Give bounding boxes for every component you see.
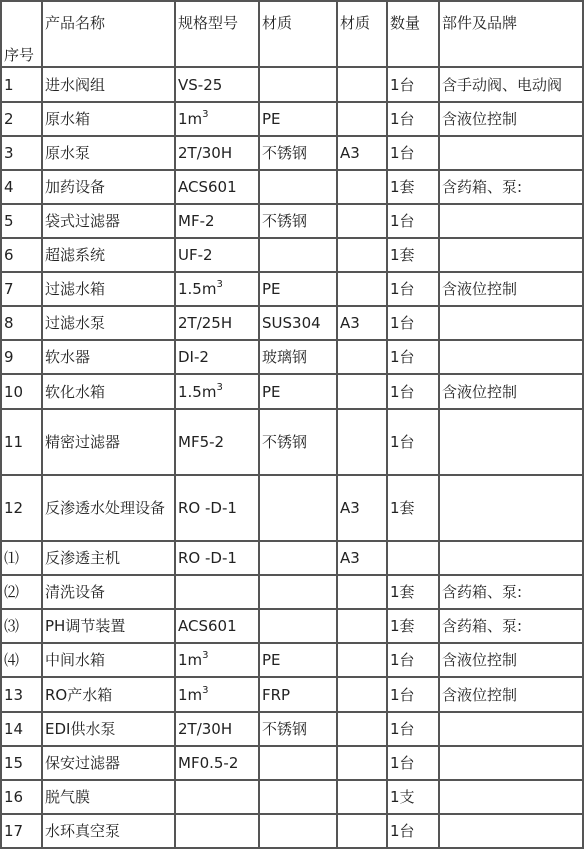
cell-quantity: 1套 [387, 475, 439, 541]
cell-no: 6 [1, 238, 42, 272]
cell-quantity: 1台 [387, 814, 439, 848]
unit-exponent: 3 [202, 109, 209, 120]
cell-no: 15 [1, 746, 42, 780]
cell-no: 8 [1, 306, 42, 340]
cell-no: ⑴ [1, 541, 42, 575]
cell-material-2 [337, 575, 387, 609]
cell-parts-brand [439, 814, 583, 848]
unit-exponent: 3 [216, 381, 223, 393]
cell-material-2 [337, 814, 387, 848]
cell-no: 3 [1, 136, 42, 170]
header-cell-parts-brand: 部件及品牌 [439, 1, 583, 67]
table-row [1, 374, 583, 409]
cell-quantity [387, 541, 439, 575]
cell-spec [175, 814, 259, 848]
cell-spec [175, 609, 259, 643]
cell-name: 过滤水箱 [42, 272, 175, 306]
cell-material-2 [337, 170, 387, 204]
cell-quantity: 1套 [387, 170, 439, 204]
cell-material: SUS304 [259, 306, 337, 340]
cell-quantity: 1台 [387, 409, 439, 475]
cell-name: 袋式过滤器 [42, 204, 175, 238]
table-row [1, 712, 583, 746]
cell-material-2 [337, 643, 387, 677]
cell-parts-brand: 含液位控制 [439, 102, 583, 136]
cell-no: 7 [1, 272, 42, 306]
cell-parts-brand: 含药箱、泵: [439, 170, 583, 204]
cell-no: 4 [1, 170, 42, 204]
cell-parts-brand: 含药箱、泵: [439, 575, 583, 609]
cell-quantity: 1台 [387, 136, 439, 170]
cell-name: 保安过滤器 [42, 746, 175, 780]
cell-spec [175, 170, 259, 204]
cell-material [259, 67, 337, 102]
cell-name: PH调节装置 [42, 609, 175, 643]
cell-material-2 [337, 204, 387, 238]
table-row [1, 475, 583, 541]
cell-material-2 [337, 238, 387, 272]
cell-material-2 [337, 677, 387, 712]
cell-material-2 [337, 409, 387, 475]
cell-no: 14 [1, 712, 42, 746]
cell-spec [175, 643, 259, 677]
cell-no: 17 [1, 814, 42, 848]
cell-name: 进水阀组 [42, 67, 175, 102]
header-cell-material-2: 材质 [337, 1, 387, 67]
unit-exponent: 3 [202, 684, 209, 696]
cell-no: ⑷ [1, 643, 42, 677]
cell-quantity: 1台 [387, 374, 439, 409]
header-cell-spec: 规格型号 [175, 1, 259, 67]
table-row [1, 67, 583, 102]
cell-spec [175, 136, 259, 170]
cell-quantity: 1套 [387, 575, 439, 609]
spec-value: UF-2 [178, 246, 213, 264]
cell-name: 反渗透水处理设备 [42, 475, 175, 541]
cell-quantity: 1台 [387, 204, 439, 238]
cell-quantity: 1台 [387, 677, 439, 712]
header-cell-no: 序号 [1, 1, 42, 67]
cell-material: 不锈钢 [259, 136, 337, 170]
spec-value: 1m [178, 651, 203, 669]
table-row [1, 340, 583, 374]
cell-name: 精密过滤器 [42, 409, 175, 475]
cell-spec [175, 409, 259, 475]
cell-quantity: 1台 [387, 102, 439, 136]
cell-quantity: 1台 [387, 67, 439, 102]
header-row [1, 1, 583, 67]
spec-value: 2T/30H [178, 720, 233, 738]
cell-parts-brand [439, 780, 583, 814]
cell-quantity: 1套 [387, 238, 439, 272]
spec-value: 1.5m [178, 382, 217, 401]
cell-material [259, 575, 337, 609]
spec-value: ACS601 [178, 617, 237, 635]
cell-no: ⑵ [1, 575, 42, 609]
cell-spec [175, 712, 259, 746]
cell-name: 中间水箱 [42, 643, 175, 677]
cell-material [259, 814, 337, 848]
cell-spec [175, 67, 259, 102]
cell-quantity: 1台 [387, 272, 439, 306]
cell-parts-brand [439, 306, 583, 340]
cell-name: 加药设备 [42, 170, 175, 204]
cell-spec [175, 677, 259, 712]
cell-parts-brand [439, 204, 583, 238]
cell-parts-brand: 含药箱、泵: [439, 609, 583, 643]
cell-material-2 [337, 102, 387, 136]
cell-quantity: 1台 [387, 306, 439, 340]
cell-spec [175, 238, 259, 272]
cell-quantity: 1台 [387, 712, 439, 746]
cell-material-2 [337, 609, 387, 643]
cell-spec [175, 272, 259, 306]
cell-material [259, 746, 337, 780]
header-cell-material: 材质 [259, 1, 337, 67]
cell-no: 5 [1, 204, 42, 238]
cell-no: 13 [1, 677, 42, 712]
cell-spec [175, 475, 259, 541]
table-row [1, 643, 583, 677]
cell-spec [175, 102, 259, 136]
cell-material: 不锈钢 [259, 204, 337, 238]
cell-no: ⑶ [1, 609, 42, 643]
cell-material: PE [259, 643, 337, 677]
table-row [1, 677, 583, 712]
table-row [1, 170, 583, 204]
cell-name: 软化水箱 [42, 374, 175, 409]
header-cell-quantity: 数量 [387, 1, 439, 67]
cell-parts-brand [439, 746, 583, 780]
cell-material [259, 780, 337, 814]
cell-name: 脱气膜 [42, 780, 175, 814]
cell-parts-brand [439, 541, 583, 575]
table-row [1, 575, 583, 609]
cell-spec [175, 780, 259, 814]
cell-material: PE [259, 272, 337, 306]
cell-material: FRP [259, 677, 337, 712]
cell-material-2 [337, 374, 387, 409]
cell-parts-brand [439, 340, 583, 374]
spec-value: 1.5m [178, 280, 217, 298]
cell-material-2 [337, 712, 387, 746]
table-row [1, 746, 583, 780]
spec-value: MF0.5-2 [178, 754, 239, 772]
cell-material: PE [259, 102, 337, 136]
cell-material [259, 238, 337, 272]
cell-material: 玻璃钢 [259, 340, 337, 374]
cell-no: 11 [1, 409, 42, 475]
table-row [1, 609, 583, 643]
cell-name: 水环真空泵 [42, 814, 175, 848]
header-cell-name: 产品名称 [42, 1, 175, 67]
table-row [1, 204, 583, 238]
cell-parts-brand: 含液位控制 [439, 272, 583, 306]
table-body [1, 1, 583, 848]
cell-spec [175, 204, 259, 238]
cell-parts-brand [439, 238, 583, 272]
spec-value: DI-2 [178, 348, 209, 366]
spec-value: 1m [178, 110, 203, 128]
table-row [1, 780, 583, 814]
cell-material-2: A3 [337, 306, 387, 340]
cell-material [259, 609, 337, 643]
cell-parts-brand: 含液位控制 [439, 374, 583, 409]
cell-quantity: 1台 [387, 340, 439, 374]
cell-spec [175, 374, 259, 409]
cell-material-2: A3 [337, 541, 387, 575]
cell-material-2: A3 [337, 136, 387, 170]
cell-name: 反渗透主机 [42, 541, 175, 575]
cell-no: 9 [1, 340, 42, 374]
table-row [1, 814, 583, 848]
cell-quantity: 1台 [387, 746, 439, 780]
spec-value: VS-25 [178, 75, 223, 94]
cell-name: 清洗设备 [42, 575, 175, 609]
cell-name: 原水箱 [42, 102, 175, 136]
cell-material-2: A3 [337, 475, 387, 541]
table-row [1, 238, 583, 272]
cell-parts-brand [439, 475, 583, 541]
unit-exponent: 3 [216, 279, 223, 290]
table-row [1, 306, 583, 340]
cell-no: 1 [1, 67, 42, 102]
spec-value: RO -D-1 [178, 549, 237, 567]
cell-material: PE [259, 374, 337, 409]
table-row [1, 272, 583, 306]
cell-spec [175, 541, 259, 575]
cell-quantity: 1支 [387, 780, 439, 814]
cell-quantity: 1套 [387, 609, 439, 643]
spec-value: 2T/30H [178, 144, 233, 162]
cell-material [259, 541, 337, 575]
spec-value: 2T/25H [178, 314, 233, 332]
cell-material: 不锈钢 [259, 409, 337, 475]
cell-spec [175, 575, 259, 609]
table-row [1, 541, 583, 575]
cell-name: 超滤系统 [42, 238, 175, 272]
cell-material [259, 475, 337, 541]
cell-no: 16 [1, 780, 42, 814]
cell-parts-brand: 含液位控制 [439, 643, 583, 677]
cell-name: 原水泵 [42, 136, 175, 170]
table-row [1, 409, 583, 475]
cell-name: 过滤水泵 [42, 306, 175, 340]
cell-material-2 [337, 746, 387, 780]
spec-value: ACS601 [178, 178, 237, 196]
cell-spec [175, 746, 259, 780]
cell-name: 软水器 [42, 340, 175, 374]
cell-name: EDI供水泵 [42, 712, 175, 746]
spec-value: MF5-2 [178, 433, 225, 451]
table-row [1, 136, 583, 170]
cell-material-2 [337, 340, 387, 374]
cell-spec [175, 340, 259, 374]
cell-quantity: 1台 [387, 643, 439, 677]
cell-material: 不锈钢 [259, 712, 337, 746]
spec-value: 1m [178, 685, 203, 704]
cell-material-2 [337, 272, 387, 306]
cell-no: 10 [1, 374, 42, 409]
cell-material-2 [337, 780, 387, 814]
cell-material [259, 170, 337, 204]
table-row [1, 102, 583, 136]
cell-spec [175, 306, 259, 340]
spec-value: RO -D-1 [178, 499, 237, 517]
cell-no: 2 [1, 102, 42, 136]
cell-parts-brand [439, 712, 583, 746]
cell-parts-brand: 含液位控制 [439, 677, 583, 712]
cell-material-2 [337, 67, 387, 102]
cell-parts-brand [439, 136, 583, 170]
unit-exponent: 3 [202, 650, 209, 661]
cell-parts-brand [439, 409, 583, 475]
spec-value: MF-2 [178, 212, 215, 230]
cell-parts-brand: 含手动阀、电动阀 [439, 67, 583, 102]
cell-no: 12 [1, 475, 42, 541]
cell-name: RO产水箱 [42, 677, 175, 712]
